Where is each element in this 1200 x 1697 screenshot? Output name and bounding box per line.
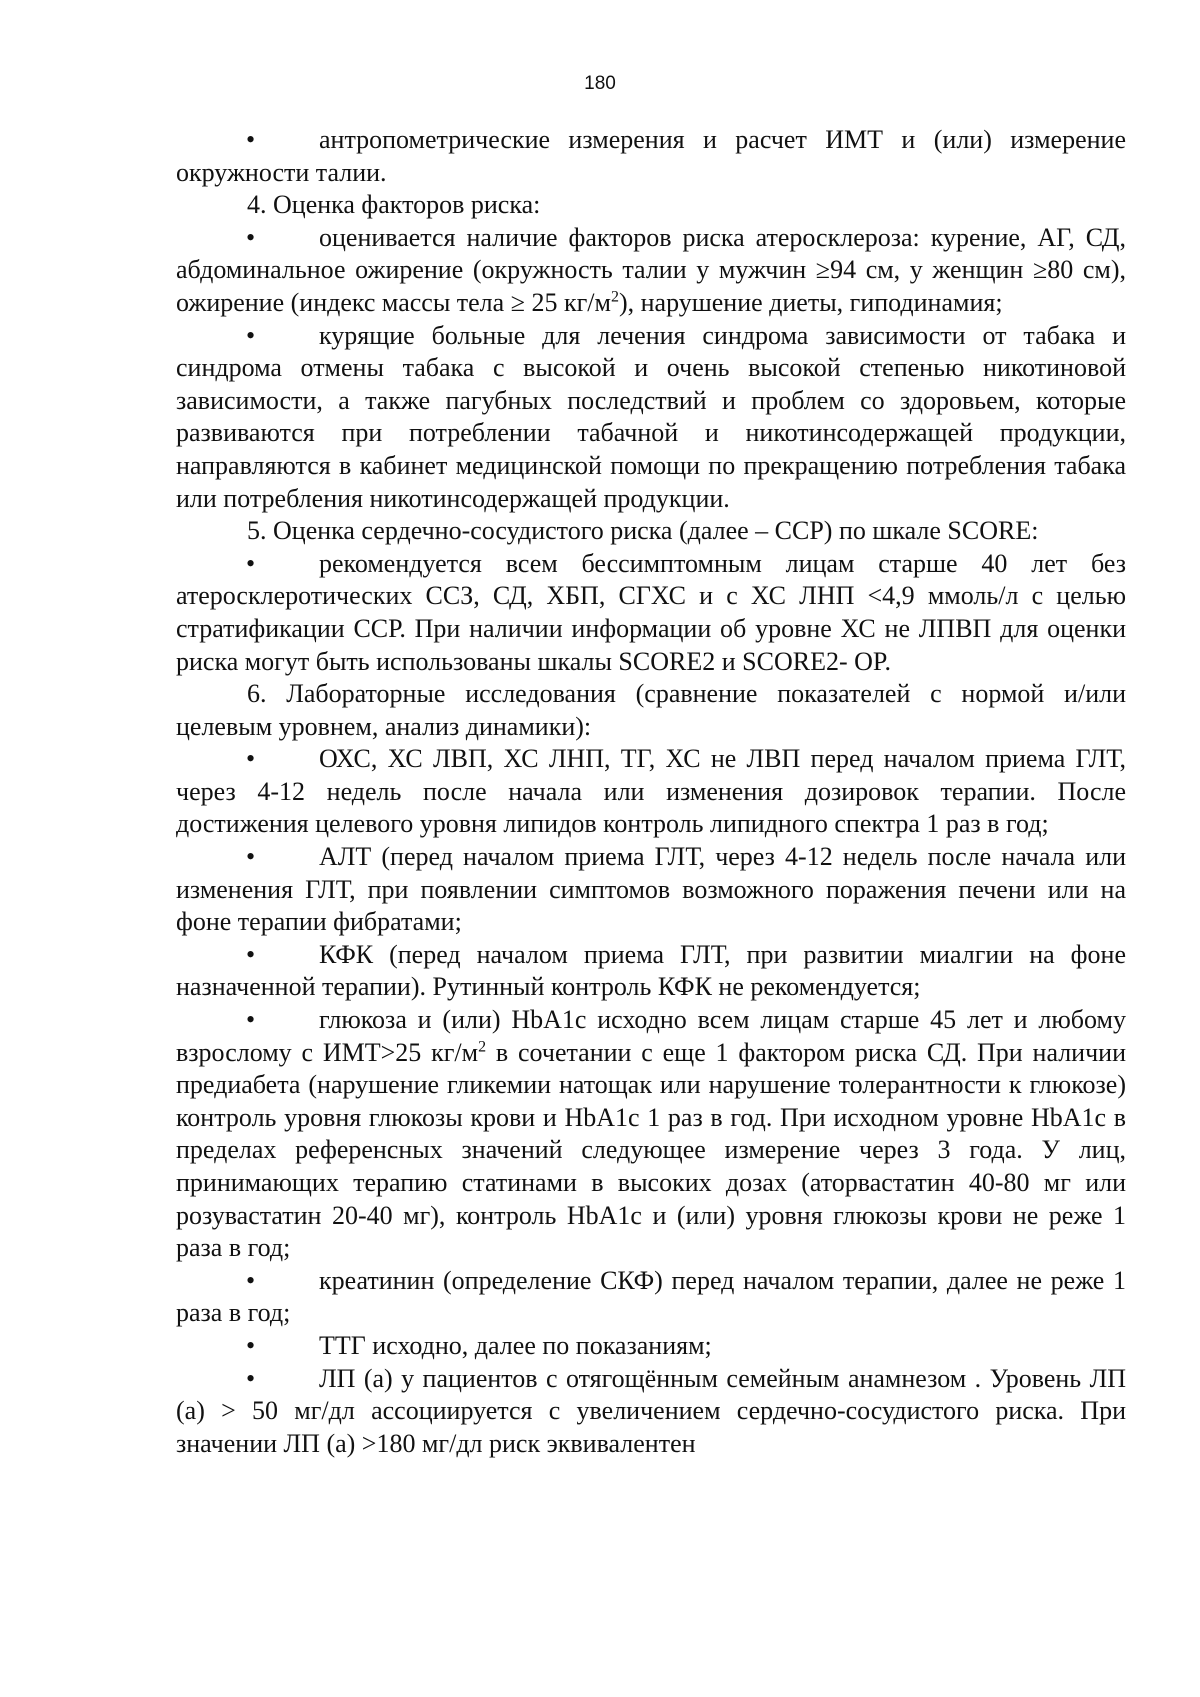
bullet-icon: • xyxy=(246,1265,256,1295)
page-number: 180 xyxy=(584,73,616,94)
paragraph-text: ЛП (а) у пациентов с отягощённым семейным анамнезом . Уровень ЛП (а) > 50 мг/дл ассоциируется с увеличением сердечно-сосудистого риска. При значении ЛП (а) >180 мг/дл риск эквивалентен xyxy=(176,1363,1126,1458)
bullet-icon: • xyxy=(246,1005,256,1035)
paragraph-text: в сочетании с еще 1 фактором риска СД. При наличии предиабета (нарушение гликемии натощак или нарушение толерантности к глюкозе) контроль уровня глюкозы крови и HbA1c 1 раз в год. При исходном уровне HbA1c в пределах референсных значений следующее измерение через 3 года. У лиц, принимающих терапию статинами в высоких дозах (аторвастатин 40-80 мг или розувастатин 20-40 мг), контроль HbA1c и (или) уровня глюкозы крови не реже 1 раза в год; xyxy=(176,1037,1126,1263)
paragraph-text: ), нарушение диеты, гиподинамия; xyxy=(618,287,1003,317)
bullet-icon: • xyxy=(246,222,256,252)
numbered-heading-cv-risk: 5. Оценка сердечно-сосудистого риска (далее – ССР) по шкале SCORE: xyxy=(247,516,1039,546)
numbered-heading-risk-factors: 4. Оценка факторов риска: xyxy=(247,190,541,220)
superscript: 2 xyxy=(610,288,619,306)
bullet-paragraph-smokers xyxy=(176,320,1126,516)
paragraph-text: КФК (перед началом приема ГЛТ, при развитии миалгии на фоне назначенной терапии). Рутинный контроль КФК не рекомендуется; xyxy=(176,939,1126,1002)
bullet-icon: • xyxy=(246,1363,256,1393)
bullet-paragraph-cpk xyxy=(176,939,1126,1004)
paragraph-text: рекомендуется всем бессимптомным лицам старше 40 лет без атеросклеротических ССЗ, СД, ХБП, СГХС и с ХС ЛНП <4,9 ммоль/л с целью стратификации ССР. При наличии информации об уровне ХС не ЛПВП для оценки риска могут быть использованы шкалы SCORE2 и SCORE2- OP. xyxy=(176,548,1126,676)
bullet-icon: • xyxy=(246,744,256,774)
paragraph-text: ТТГ исходно, далее по показаниям; xyxy=(319,1330,712,1360)
paragraph-text: оценивается наличие факторов риска атеросклероза: курение, АГ, СД, абдоминальное ожирение (окружность талии у мужчин ≥94 см, у женщин ≥80 см), ожирение (индекс массы тела ≥ 25 кг/м xyxy=(176,222,1126,317)
document-body xyxy=(176,124,1126,1460)
bullet-icon: • xyxy=(246,1330,256,1360)
paragraph-text: АЛТ (перед началом приема ГЛТ, через 4-12 недель после начала или изменения ГЛТ, при появлении симптомов возможного поражения печени или на фоне терапии фибратами; xyxy=(176,842,1126,937)
superscript: 2 xyxy=(478,1037,487,1055)
bullet-paragraph-alt xyxy=(176,841,1126,939)
bullet-icon: • xyxy=(246,842,256,872)
bullet-paragraph-anthropometry xyxy=(176,124,1126,189)
numbered-heading-lab-tests: 6. Лабораторные исследования (сравнение показателей с нормой и/или целевым уровнем, анализ динамики): xyxy=(176,679,1126,741)
bullet-icon: • xyxy=(246,548,256,578)
bullet-paragraph-lipids xyxy=(176,743,1126,841)
paragraph-text: креатинин (определение СКФ) перед началом терапии, далее не реже 1 раза в год; xyxy=(176,1265,1126,1328)
bullet-icon: • xyxy=(246,320,256,350)
bullet-paragraph-score xyxy=(176,548,1126,678)
bullet-icon: • xyxy=(246,939,256,969)
bullet-icon: • xyxy=(246,125,256,154)
paragraph-text: ОХС, ХС ЛВП, ХС ЛНП, ТГ, ХС не ЛВП перед началом приема ГЛТ, через 4-12 недель после начала или изменения дозировок терапии. После достижения целевого уровня липидов контроль липидного спектра 1 раз в год; xyxy=(176,744,1126,839)
bullet-paragraph-lpa xyxy=(176,1363,1126,1461)
paragraph-text: глюкоза и (или) HbA1c исходно всем лицам старше 45 лет и любому взрослому с ИМТ>25 кг/м xyxy=(176,1005,1126,1067)
bullet-paragraph-tsh xyxy=(176,1330,1126,1363)
paragraph-text: антропометрические измерения и расчет ИМТ и (или) измерение окружности талии. xyxy=(176,125,1126,187)
bullet-paragraph-creatinine xyxy=(176,1265,1126,1330)
bullet-paragraph-glucose xyxy=(176,1004,1126,1265)
paragraph-text: курящие больные для лечения синдрома зависимости от табака и синдрома отмены табака с высокой и очень высокой степенью никотиновой зависимости, а также пагубных последствий и проблем со здоровьем, которые развиваются при потреблении табачной и никотинсодержащей продукции, направляются в кабинет медицинской помощи по прекращению потребления табака или потребления никотинсодержащей продукции. xyxy=(176,320,1126,513)
bullet-paragraph-atherosclerosis-risk xyxy=(176,222,1126,320)
